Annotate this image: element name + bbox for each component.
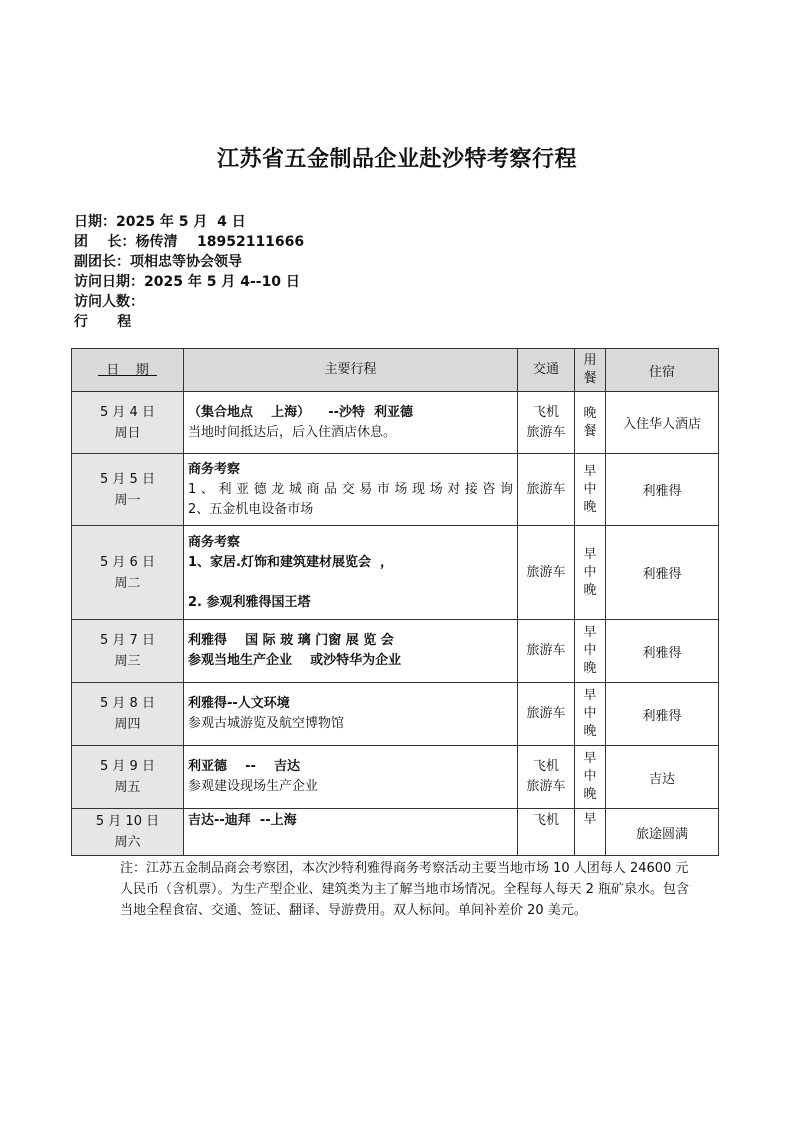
row-date: 5 月 7 日 <box>100 633 155 648</box>
row-plan-cell <box>184 746 518 809</box>
itinerary-row <box>72 809 719 856</box>
row-date: 5 月 4 日 <box>100 404 155 420</box>
meal-item: 早 <box>583 546 597 562</box>
row-lodging-cell: 利雅得 <box>606 526 719 620</box>
plan-line: 参观建设现场生产企业 <box>188 779 319 794</box>
header-date: 日 期 <box>72 349 184 392</box>
row-lodging-cell: 利雅得 <box>606 454 719 526</box>
meal-item: 早 <box>583 688 597 703</box>
row-weekday: 周四 <box>114 717 141 732</box>
row-lodging-cell: 入住华人酒店 <box>606 392 719 454</box>
header-plan: 主要行程 <box>184 349 518 392</box>
transport-mode: 旅游车 <box>526 779 566 794</box>
row-date-cell <box>72 454 184 526</box>
table-header-row <box>72 349 719 392</box>
row-lodging-cell: 吉达 <box>606 746 719 809</box>
row-date-cell <box>72 809 184 856</box>
transport-mode: 旅游车 <box>526 481 566 497</box>
row-transport-cell <box>518 683 575 746</box>
row-date: 5 月 8 日 <box>100 696 155 711</box>
plan-line: 商务考察 <box>188 461 241 477</box>
plan-line: 利雅得--人文环境 <box>188 696 290 711</box>
meal-item: 晚 <box>583 499 597 515</box>
row-transport-cell <box>518 809 575 856</box>
row-date: 5 月 10 日 <box>95 814 160 829</box>
row-meals-cell <box>575 683 606 746</box>
header-transport: 交通 <box>518 349 575 392</box>
row-plan-cell <box>184 454 518 526</box>
meal-item: 中 <box>583 769 597 784</box>
meal-item: 中 <box>583 481 597 497</box>
row-plan-cell <box>184 620 518 683</box>
transport-mode: 旅游车 <box>526 643 566 658</box>
info-leader: 团 长：杨传清 18952111666 <box>74 234 305 250</box>
meal-item: 中 <box>583 564 597 580</box>
row-weekday: 周日 <box>114 425 141 441</box>
row-plan-cell <box>184 809 518 856</box>
itinerary-row <box>72 392 719 454</box>
meal-item: 晚 <box>583 661 597 676</box>
meal-item: 中 <box>583 643 597 658</box>
row-date-cell <box>72 746 184 809</box>
meal-item: 晚 <box>583 724 597 739</box>
row-date-cell <box>72 526 184 620</box>
row-weekday: 周一 <box>114 492 141 508</box>
trip-info <box>74 212 304 332</box>
info-visit-dates: 访问日期：2025 年 5 月 4--10 日 <box>74 274 300 290</box>
plan-line: 1、利亚德龙城商品交易市场现场对接咨询 <box>188 481 513 497</box>
row-weekday: 周五 <box>114 780 141 795</box>
row-transport-cell <box>518 392 575 454</box>
row-lodging-cell: 旅途圆满 <box>606 809 719 856</box>
header-meals: 用 餐 <box>575 349 606 392</box>
row-meals-cell <box>575 526 606 620</box>
plan-line: 商务考察 <box>188 534 241 550</box>
row-meals-cell <box>575 392 606 454</box>
row-weekday: 周三 <box>114 654 141 669</box>
row-meals-cell <box>575 746 606 809</box>
row-meals-cell <box>575 620 606 683</box>
plan-line: 1、家居.灯饰和建筑建材展览会 ， <box>188 554 394 570</box>
row-plan-cell <box>184 683 518 746</box>
row-transport-cell <box>518 620 575 683</box>
row-date-cell <box>72 392 184 454</box>
transport-mode: 旅游车 <box>526 706 566 721</box>
row-meals-cell <box>575 809 606 856</box>
row-weekday: 周二 <box>114 575 141 591</box>
plan-line: 参观当地生产企业 或沙特华为企业 <box>188 653 402 668</box>
row-transport-cell <box>518 746 575 809</box>
meal-item: 早 <box>583 751 597 766</box>
info-deputy: 副团长：项相忠等协会领导 <box>74 254 242 270</box>
itinerary-row <box>72 454 719 526</box>
meal-item: 早 <box>583 812 597 827</box>
meal-item: 晚 <box>583 787 597 802</box>
row-weekday: 周六 <box>114 835 141 850</box>
plan-line: 利亚德 -- 吉达 <box>188 759 300 774</box>
plan-line <box>188 573 513 593</box>
row-lodging-cell: 利雅得 <box>606 683 719 746</box>
itinerary-row <box>72 746 719 809</box>
meal-item: 餐 <box>583 423 597 439</box>
page-title: 江苏省五金制品企业赴沙特考察行程 <box>216 147 577 172</box>
row-plan-cell <box>184 392 518 454</box>
plan-line: 吉达--迪拜 --上海 <box>188 813 297 828</box>
row-plan-cell <box>184 526 518 620</box>
transport-mode: 飞机 <box>532 404 559 420</box>
row-date: 5 月 9 日 <box>100 759 155 774</box>
transport-mode: 飞机 <box>532 759 559 774</box>
meal-item: 晚 <box>583 582 597 598</box>
plan-line: （集合地点 上海） --沙特 利亚德 <box>188 404 414 420</box>
info-visitors: 访问人数： <box>74 294 144 310</box>
itinerary-row <box>72 526 719 620</box>
meal-item: 中 <box>583 706 597 721</box>
transport-mode: 旅游车 <box>526 424 566 440</box>
footnote: 注：江苏五金制品商会考察团，本次沙特利雅得商务考察活动主要当地市场 10 人团每人 24600 元人民币（含机票）。为生产型企业、建筑类为主了解当地市场情况。全程每人每天 2 瓶矿泉水。包含当地全程食宿、交通、签证、翻译、导游费用。双人标间。单间补差价 20 美元。 <box>120 861 690 918</box>
info-itinerary-heading: 行 程 <box>74 314 132 330</box>
itinerary-row <box>72 620 719 683</box>
plan-line: 2. 参观利雅得国王塔 <box>188 594 311 610</box>
row-transport-cell <box>518 454 575 526</box>
transport-mode: 飞机 <box>532 813 559 828</box>
header-lodging: 住宿 <box>606 349 719 392</box>
itinerary-table <box>71 348 719 856</box>
itinerary-row <box>72 683 719 746</box>
row-date-cell <box>72 683 184 746</box>
row-lodging-cell: 利雅得 <box>606 620 719 683</box>
meal-item: 早 <box>583 463 597 479</box>
row-date: 5 月 6 日 <box>100 554 155 570</box>
plan-line: 参观古城游览及航空博物馆 <box>188 716 345 731</box>
row-transport-cell <box>518 526 575 620</box>
row-date-cell <box>72 620 184 683</box>
meal-item: 早 <box>583 625 597 640</box>
transport-mode: 旅游车 <box>526 564 566 580</box>
meal-item: 晚 <box>583 405 597 421</box>
plan-line: 利雅得 国 际 玻 璃 门窗 展 览 会 <box>188 633 394 648</box>
row-date: 5 月 5 日 <box>100 471 155 487</box>
plan-line: 2、五金机电设备市场 <box>188 501 314 517</box>
plan-line: 当地时间抵达后，后入住酒店休息。 <box>188 424 397 440</box>
info-date: 日期：2025 年 5 月 4 日 <box>74 214 246 230</box>
row-meals-cell <box>575 454 606 526</box>
